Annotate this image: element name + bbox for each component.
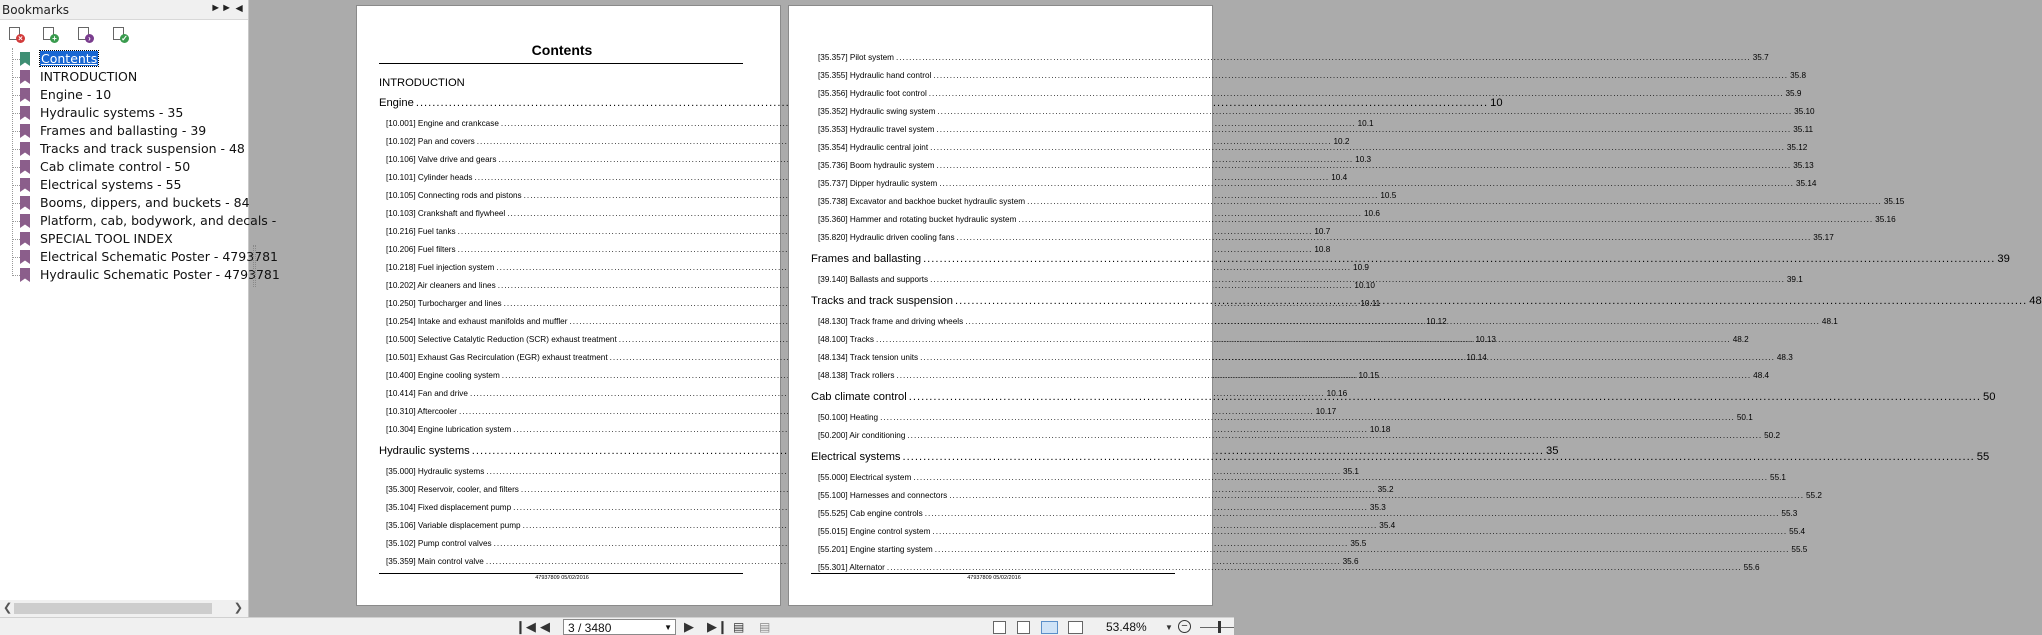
toc-page-number: 48.2 [1732,335,1749,344]
toc-entry[interactable] [818,160,1814,171]
toc-leader-dots [929,88,1784,99]
toc-leader-dots [896,370,1751,381]
toc-leader-dots [903,450,1975,464]
toc-label: [55.000] Electrical system [818,473,912,482]
toc-page-number: 10.4 [1331,173,1348,182]
toc-label: [35.738] Excavator and backhoe bucket hydraulic system [818,197,1026,206]
bookmark-properties-icon[interactable]: ✓ [112,26,129,43]
toc-page-number: 10.8 [1314,245,1331,254]
toc-leader-dots [939,178,1794,189]
zoom-dropdown-icon[interactable]: ▼ [1165,623,1173,632]
toc-introduction[interactable] [379,76,743,90]
toc-leader-dots [930,274,1785,285]
tree-connector [12,239,20,240]
toc-page-number: 39 [1997,253,2010,265]
toc-entry[interactable] [818,490,1822,501]
toc-entry[interactable] [818,526,1806,537]
toc-page-number: 48 [2029,295,2042,307]
toc-page-number: 35.13 [1793,161,1814,170]
toc-page-number: 55.2 [1805,491,1822,500]
bookmarks-panel-header [0,0,248,20]
toc-entry[interactable] [386,226,1331,237]
bookmark-icon [20,196,30,210]
toc-label: [10.250] Turbocharger and lines [386,299,502,308]
toc-page-number: 10.3 [1355,155,1372,164]
toc-entry[interactable] [386,262,1369,273]
toc-label: [55.015] Engine control system [818,527,931,536]
zoom-slider[interactable] [1200,627,1234,628]
zoom-slider-thumb[interactable] [1218,621,1221,633]
toc-page-number: 10.13 [1475,335,1496,344]
bookmark-icon [20,178,30,192]
toc-label: [10.304] Engine lubrication system [386,425,512,434]
toc-leader-dots [907,430,1762,441]
tree-connector [12,275,20,276]
toc-label: [48.138] Track rollers [818,371,895,380]
toc-entry[interactable] [818,214,1896,225]
previous-page-icon[interactable]: ◀ [540,619,550,634]
title-rule [379,63,743,64]
toc-label: [10.310] Aftercooler [386,407,458,416]
toc-leader-dots [935,544,1790,555]
bookmark-label: Frames and ballasting - 39 [40,123,207,138]
tree-connector [12,59,20,60]
toc-leader-dots [933,70,1788,81]
toc-label: [55.100] Harnesses and connectors [818,491,948,500]
toc-page-number: 35.15 [1883,197,1905,206]
toc-page-number: 35.5 [1350,539,1367,548]
bookmark-icon [20,232,30,246]
next-page-icon[interactable]: ▶ [684,619,694,634]
toc-entry[interactable] [818,52,1769,63]
tree-connector [12,48,13,276]
toc-label: Engine [379,97,414,109]
toc-label: Tracks and track suspension [811,295,953,307]
toc-entry[interactable] [386,538,1367,549]
toc-entry[interactable] [818,106,1815,117]
toc-page-number: 10.17 [1315,407,1337,416]
toc-label: [10.501] Exhaust Gas Recirculation (EGR) exhaust treatment [386,353,608,362]
page-footer: 47937809 05/02/2016 [967,575,1021,581]
toc-page-number: 10.16 [1326,389,1348,398]
tree-connector [12,257,20,258]
toc-page-number: 10.2 [1333,137,1350,146]
toc-entry[interactable] [386,280,1375,291]
toc-label: [10.001] Engine and crankcase [386,119,499,128]
toc-label: [10.206] Fuel filters [386,245,456,254]
toc-label: Cab climate control [811,391,907,403]
toc-page-number: 55.3 [1781,509,1798,518]
toc-page-number: 55 [1976,451,1990,463]
toc-page-number: 35 [1546,445,1559,457]
toc-page-number: 48.4 [1753,371,1770,380]
continuous-facing-icon[interactable] [1068,621,1083,634]
zoom-out-icon[interactable]: − [1178,620,1191,633]
toc-label: [35.104] Fixed displacement pump [386,503,512,512]
toc-leader-dots [920,352,1775,363]
toc-label: [10.218] Fuel injection system [386,263,495,272]
toc-leader-dots [880,412,1735,423]
toc-entry[interactable] [818,142,1808,153]
bookmark-icon [20,250,30,264]
toc-page-number: 35.2 [1377,485,1394,494]
tree-connector [12,203,20,204]
toc-page-number: 50.2 [1764,431,1781,440]
toc-entry[interactable] [818,508,1798,519]
tree-connector [12,113,20,114]
scrollbar-thumb[interactable] [14,603,212,614]
toc-label: [35.000] Hydraulic systems [386,467,485,476]
toc-page-number: 10.10 [1354,281,1375,290]
toc-label: [10.105] Connecting rods and pistons [386,191,522,200]
toc-page-number: 10.5 [1380,191,1397,200]
bookmark-label: INTRODUCTION [40,69,138,84]
toc-page-number: 10.14 [1466,353,1487,362]
toc-leader-dots [896,52,1751,63]
bookmark-icon [20,88,30,102]
bookmarks-panel [0,0,280,617]
toc-entry[interactable] [818,178,1817,189]
toc-label: [39.140] Ballasts and supports [818,275,929,284]
toc-page-number: 10.15 [1358,371,1380,380]
toc-entry[interactable] [379,96,1503,110]
bookmark-icon [20,52,30,66]
footer-rule [379,573,743,574]
toc-label: [35.102] Pump control valves [386,539,492,548]
tree-connector [12,167,20,168]
bookmark-label: SPECIAL TOOL INDEX [40,231,173,246]
toc-leader-dots [937,160,1792,171]
toc-page-number: 50 [1983,391,1996,403]
toc-entry[interactable] [386,502,1386,513]
toc-label: [10.414] Fan and drive [386,389,468,398]
toc-label: Frames and ballasting [811,253,922,265]
toc-entry[interactable] [386,520,1396,531]
bookmark-label: Electrical systems - 55 [40,177,182,192]
toc-page-number: 48.1 [1821,317,1838,326]
toc-page-number: 10.11 [1360,299,1381,308]
toc-leader-dots [949,490,1804,501]
horizontal-scrollbar[interactable] [0,600,248,617]
toc-page-number: 35.9 [1785,89,1802,98]
toc-entry[interactable] [386,208,1380,219]
bookmark-label: Hydraulic Schematic Poster - 4793781 [40,267,280,282]
toc-leader-dots [937,124,1792,135]
toc-entry[interactable] [818,544,1808,555]
toc-label: [35.355] Hydraulic hand control [818,71,932,80]
toc-entry[interactable] [818,232,1834,243]
bookmark-icon [20,142,30,156]
toc-leader-dots [887,562,1742,573]
previous-view-icon[interactable]: ▤ [733,620,745,634]
toc-label: [10.216] Fuel tanks [386,227,456,236]
toc-entry[interactable] [818,196,1905,207]
toc-page-number: 55.6 [1743,563,1760,572]
toc-label: [10.500] Selective Catalytic Reduction (SCR) exhaust treatment [386,335,617,344]
bookmark-label: Tracks and track suspension - 48 [40,141,245,156]
toc-page-number: 35.12 [1786,143,1808,152]
toc-entry[interactable] [386,190,1397,201]
toc-entry[interactable] [818,274,1803,285]
toc-page-number: 35.14 [1795,179,1817,188]
bookmark-icon [20,106,30,120]
toc-entry[interactable] [818,88,1802,99]
toc-label: [10.400] Engine cooling system [386,371,500,380]
toc-label: [10.103] Crankshaft and flywheel [386,209,506,218]
toc-entry[interactable] [386,556,1359,567]
bookmark-label: Cab climate control - 50 [40,159,191,174]
toc-entry[interactable] [386,172,1348,183]
toc-page-number: 35.11 [1793,125,1814,134]
toc-page-number: 35.6 [1342,557,1359,566]
toc-entry[interactable] [386,466,1359,477]
toc-label: [35.106] Variable displacement pump [386,521,521,530]
toc-label: [48.100] Tracks [818,335,874,344]
last-page-icon[interactable]: ▶❙ [707,619,728,634]
bookmarks-panel-title: Bookmarks [2,3,70,17]
bookmark-icon [20,124,30,138]
toc-page-number: 35.7 [1752,53,1769,62]
toc-leader-dots [1027,196,1882,207]
toc-label: [35.353] Hydraulic travel system [818,125,935,134]
page-number-value: 3 / 3480 [568,621,612,635]
toc-label: [10.101] Cylinder heads [386,173,473,182]
toc-page-number: 55.5 [1791,545,1808,554]
first-page-icon[interactable]: ❙◀ [515,619,536,634]
toc-page-number: 35.4 [1379,521,1396,530]
next-view-icon[interactable]: ▤ [759,620,771,634]
toc-label: Electrical systems [811,451,901,463]
page-number-field[interactable] [563,619,676,635]
add-bookmark-icon[interactable]: + [42,26,59,43]
toc-leader-dots [923,252,1995,266]
toc-page-number: 10.6 [1363,209,1380,218]
toc-label: [35.737] Dipper hydraulic system [818,179,938,188]
toc-label: [35.820] Hydraulic driven cooling fans [818,233,955,242]
scroll-right-icon[interactable]: ❯ [233,602,243,614]
toc-label: [10.106] Valve drive and gears [386,155,497,164]
toc-label: [35.360] Hammer and rotating bucket hydraulic system [818,215,1017,224]
tree-connector [12,77,20,78]
toc-page-number: 50.1 [1736,413,1753,422]
tree-connector [12,149,20,150]
toc-label: [48.134] Track tension units [818,353,919,362]
bookmark-label: Engine - 10 [40,87,112,102]
toc-label: [35.354] Hydraulic central joint [818,143,929,152]
toc-page-number: 35.8 [1790,71,1806,80]
bookmarks-toolbar [0,20,248,48]
toc-entry[interactable] [386,136,1350,147]
toc-leader-dots [965,316,1820,327]
toc-label: [50.100] Heating [818,413,879,422]
toc-page-number: 55.4 [1789,527,1806,536]
toc-leader-dots [1018,214,1873,225]
bookmark-icon [20,214,30,228]
toc-entry[interactable] [818,70,1806,81]
continuous-page-icon[interactable] [1017,621,1030,634]
tree-connector [12,185,20,186]
double-chevron-right-icon[interactable]: ►► [210,2,232,14]
bookmark-icon [20,160,30,174]
toc-label: [35.356] Hydraulic foot control [818,89,927,98]
toc-entry[interactable] [818,412,1753,423]
toc-page-number: 35.3 [1369,503,1386,512]
toc-label: [35.357] Pilot system [818,53,894,62]
toc-page-number: 10.18 [1369,425,1391,434]
delete-bookmark-icon[interactable]: × [8,26,25,43]
tree-connector [12,95,20,96]
chevron-left-icon[interactable]: ◄ [233,1,245,15]
facing-pages-icon[interactable] [1041,621,1058,634]
bookmark-tree [0,48,280,596]
toc-page-number: 10 [1490,97,1503,109]
toc-leader-dots [930,142,1785,153]
toc-leader-dots [932,526,1787,537]
panel-splitter[interactable] [253,245,256,287]
toc-entry[interactable] [386,484,1394,495]
toc-page-number: 35.10 [1794,107,1815,116]
single-page-icon[interactable] [993,621,1006,634]
bookmark-label: Booms, dippers, and buckets - 84 [40,195,250,210]
toc-page-number: 10.1 [1357,119,1374,128]
toc-leader-dots [913,472,1768,483]
toc-entry[interactable] [386,154,1372,165]
toc-page-number: 35.16 [1875,215,1896,224]
toc-entry[interactable] [818,430,1781,441]
toc-label: [10.254] Intake and exhaust manifolds and muffler [386,317,568,326]
toc-page-number: 55.1 [1770,473,1786,482]
toc-leader-dots [937,106,1792,117]
page-footer: 47937809 05/02/2016 [535,575,589,581]
toc-page-number: 10.12 [1426,317,1447,326]
toc-entry[interactable] [811,252,2010,266]
toc-label: [35.359] Main control valve [386,557,484,566]
toc-leader-dots [955,294,2027,308]
toc-label: [35.300] Reservoir, cooler, and filters [386,485,519,494]
zoom-level[interactable]: 53.48% [1106,620,1147,634]
goto-bookmark-icon[interactable]: › [77,26,94,43]
toc-page-number: 48.3 [1776,353,1793,362]
toc-entry[interactable] [818,562,1760,573]
toc-entry[interactable] [386,244,1331,255]
toc-page-number: 10.7 [1314,227,1331,236]
toc-label: [10.102] Pan and covers [386,137,475,146]
toc-entry[interactable] [386,406,1337,417]
toc-entry[interactable] [386,424,1391,435]
tree-connector [12,131,20,132]
toc-page-number: 35.17 [1813,233,1834,242]
toc-label: [35.352] Hydraulic swing system [818,107,936,116]
footer-rule [811,573,1175,574]
bookmark-label: Hydraulic systems - 35 [40,105,184,120]
scroll-left-icon[interactable]: ❮ [3,602,13,614]
toc-page-number: 10.9 [1353,263,1369,272]
toc-label: [55.525] Cab engine controls [818,509,923,518]
toc-label: [48.130] Track frame and driving wheels [818,317,964,326]
toc-label: Hydraulic systems [379,445,470,457]
tree-connector [12,221,20,222]
toc-entry[interactable] [386,118,1374,129]
status-bar [0,617,1234,635]
toc-label: [50.200] Air conditioning [818,431,906,440]
toc-label: INTRODUCTION [379,77,465,89]
toc-label: [35.736] Boom hydraulic system [818,161,935,170]
toc-leader-dots [876,334,1731,345]
toc-label: [10.202] Air cleaners and lines [386,281,496,290]
toc-leader-dots [925,508,1780,519]
bookmark-icon [20,268,30,282]
bookmark-label: Contents [41,51,98,66]
toc-entry[interactable] [818,124,1814,135]
page-title: Contents [531,42,593,58]
toc-leader-dots [957,232,1812,243]
toc-label: [55.201] Engine starting system [818,545,933,554]
bookmark-label: Platform, cab, bodywork, and decals - [40,213,277,228]
toc-page-number: 35.1 [1343,467,1359,476]
toc-leader-dots [909,390,1981,404]
toc-page-number: 39.1 [1786,275,1803,284]
toc-label: [55.301] Alternator [818,563,885,572]
bookmark-label: Electrical Schematic Poster - 4793781 [40,249,279,264]
toc-entry[interactable] [818,472,1786,483]
chevron-down-icon[interactable]: ▼ [664,623,672,632]
bookmark-icon [20,70,30,84]
